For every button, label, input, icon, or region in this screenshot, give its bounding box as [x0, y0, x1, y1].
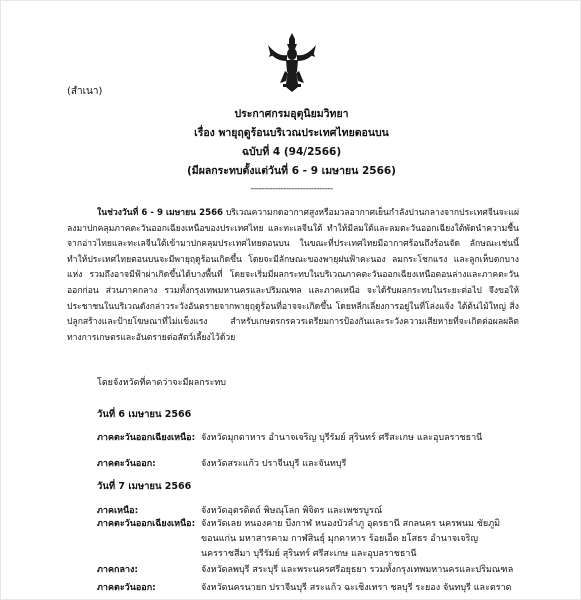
- region-provinces: จังหวัดสระแก้ว ปราจีนบุรี และจันทบุรี: [201, 459, 347, 469]
- region-label: ภาคตะวันออกเฉียงเหนือ:: [97, 433, 196, 443]
- region-row: [97, 563, 527, 578]
- region-provinces: จังหวัดลพบุรี สระบุรี และพระนครศรีอยุธยา รวมทั้งกรุงเทพมหานครและปริมณฑล: [201, 565, 514, 575]
- region-label: ภาคตะวันออกเฉียงเหนือ:: [97, 519, 196, 529]
- announcement-subject: เรื่อง พายุฤดูร้อนบริเวณประเทศไทยตอนบน: [194, 127, 389, 139]
- garuda-emblem-icon: [266, 31, 318, 93]
- region-provinces: จังหวัดนครนายก ปราจีนบุรี สระแก้ว ฉะเชิงเทรา ชลบุรี ระยอง จันทบุรี และตราด: [201, 583, 512, 593]
- region-label: ภาคเหนือ:: [97, 506, 139, 516]
- region-provinces: จังหวัดอุตรดิตถ์ พิษณุโลก พิจิตร และเพชรบูรณ์: [201, 506, 383, 516]
- region-label: ภาคตะวันออก:: [97, 583, 156, 593]
- region-provinces: จังหวัดมุกดาหาร อำนาจเจริญ บุรีรัมย์ สุรินทร์ ศรีสะเกษ และอุบลราชธานี: [201, 433, 483, 443]
- affected-provinces-intro: โดยจังหวัดที่คาดว่าจะมีผลกระทบ: [97, 378, 227, 388]
- region-row: [97, 457, 527, 472]
- region-row: [97, 431, 527, 446]
- region-row: [97, 581, 527, 596]
- copy-note: (สำเนา): [67, 86, 103, 97]
- day-heading: วันที่ 6 เมษายน 2566: [97, 409, 192, 420]
- region-label: ภาคกลาง:: [97, 565, 139, 575]
- region-provinces: จังหวัดเลย หนองคาย บึงกาฬ หนองบัวลำภู อุดรธานี สกลนคร นครพนม ชัยภูมิ ขอนแก่น มหาสารคาม กาฬสินธุ์ มุกดาหาร ร้อยเอ็ด ยโสธร อำนาจเจริญ นครราชสีมา บุรีรัมย์ สุรินทร์ ศรีสะเกษ และอุบลราชธานี: [201, 519, 501, 559]
- separator-line: ------------------------------: [250, 184, 333, 194]
- announcement-department: ประกาศกรมอุตุนิยมวิทยา: [234, 108, 349, 120]
- announcement-issue: ฉบับที่ 4 (94/2566): [241, 146, 342, 158]
- body-paragraph: [67, 206, 519, 346]
- announcement-effective-dates: (มีผลกระทบตั้งแต่วันที่ 6 - 9 เมษายน 2566): [187, 165, 396, 177]
- body-text: บริเวณความกดอากาศสูงหรือมวลอากาศเย็นกำลังปานกลางจากประเทศจีนจะแผ่ลงมาปกคลุมภาคตะวันออกเฉียงเหนือของประเทศไทย และทะเลจีนใต้ ทำให้มีลมใต้และลมตะวันออกเฉียงใต้พัดนำความชื้นจากอ่าวไทยและทะเลจีนใต้เข้ามาปกคลุมประเทศไทยตอนบน ในขณะที่ประเทศไทยมีอากาศร้อนถึงร้อนจัด ลักษณะเช่นนี้ทำให้ประเทศไทยตอนบนจะมีพายุฤดูร้อนเกิดขึ้น โดยจะมีลักษณะของพายุฝนฟ้าคะนอง ลมกระโชกแรง และลูกเห็บตกบางแห่ง รวมถึงอาจมีฟ้าผ่าเกิดขึ้นได้บางพื้นที่ โดยจะเริ่มมีผลกระทบในบริเวณภาคตะวันออกเฉียงเหนือตอนล่างและภาคตะวันออกก่อน ส่วนภาคกลาง รวมทั้งกรุงเทพมหานครและปริมณฑล และภาคเหนือ จะได้รับผลกระทบในระยะต่อไป จึงขอให้ประชาชนในบริเวณดังกล่าวระวังอันตรายจากพายุฤดูร้อนที่อาจจะเกิดขึ้น โดยหลีกเลี่ยงการอยู่ในที่โล่งแจ้ง ใต้ต้นไม้ใหญ่ สิ่งปลูกสร้างและป้ายโฆษณาที่ไม่แข็งแรง สำหรับเกษตรกรควรเตรียมการป้องกันและระวังความเสียหายที่จะเกิดต่อผลผลิตทางการเกษตรและอันตรายต่อสัตว์เลี้ยงไว้ด้วย: [67, 208, 519, 343]
- region-label: ภาคตะวันออก:: [97, 459, 156, 469]
- body-lead: ในช่วงวันที่ 6 - 9 เมษายน 2566: [97, 208, 224, 218]
- region-row: [97, 517, 527, 562]
- day-heading: วันที่ 7 เมษายน 2566: [97, 481, 192, 492]
